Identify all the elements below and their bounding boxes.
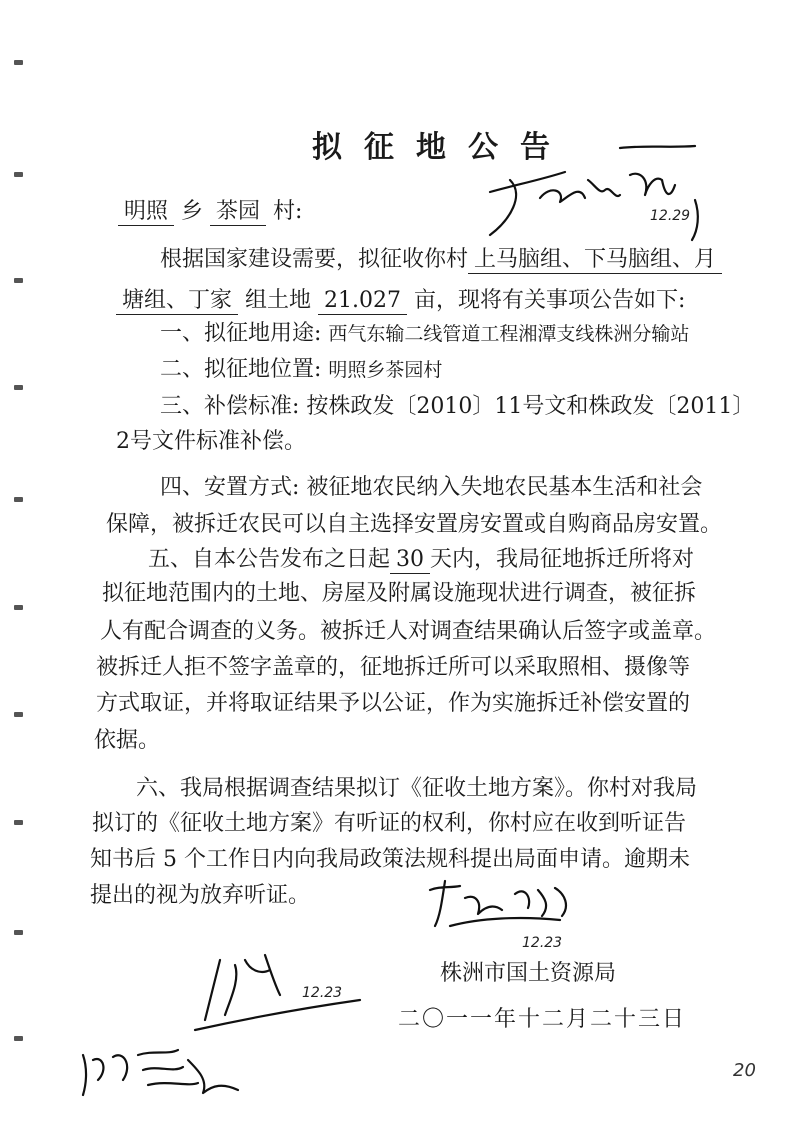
- intro-line-2: [116, 287, 685, 315]
- township-suffix: 乡: [181, 199, 204, 224]
- handwritten-signature-middle: [420, 876, 590, 950]
- item-6-line-2: 拟订的《征收土地方案》有听证的权利，你村应在收到听证告: [92, 811, 687, 836]
- village-suffix: 村:: [273, 199, 303, 224]
- binding-hole: [14, 278, 23, 283]
- item-1-label: 一、拟征地用途:: [160, 321, 322, 346]
- handwritten-signature-left: [190, 940, 370, 1039]
- item-1: [160, 320, 689, 348]
- item-5-text-1: 五、自本公告发布之日起: [148, 547, 391, 572]
- item-6-line-1: 六、我局根据调查结果拟订《征收土地方案》。你村对我局: [136, 776, 698, 801]
- intro-text-1: 根据国家建设需要，拟征收你村: [160, 247, 469, 272]
- handwritten-signature-top: [470, 140, 710, 244]
- page-title: 拟征地公告: [312, 130, 572, 165]
- item-5-line-3: 人有配合调查的义务。被拆迁人对调查结果确认后签字或盖章。: [100, 619, 717, 644]
- issue-date: 二〇一一年十二月二十三日: [398, 1007, 687, 1032]
- item-2-label: 二、拟征地位置:: [160, 357, 322, 382]
- item-2: [160, 356, 442, 384]
- item-6-line-4: 提出的视为放弃听证。: [90, 883, 311, 908]
- binding-hole: [14, 930, 23, 935]
- binding-holes: [14, 0, 26, 1128]
- intro-line-1: [160, 246, 722, 274]
- handwritten-date-left: 12.23: [302, 985, 343, 1001]
- item-2-value: 明照乡茶园村: [328, 359, 443, 381]
- village-groups-1: 上马脑组、下马脑组、月: [468, 247, 722, 274]
- item-1-value: 西气东输二线管道工程湘潭支线株洲分输站: [328, 323, 690, 345]
- binding-hole: [14, 820, 23, 825]
- item-5-line-6: 依据。: [94, 728, 161, 753]
- village-name: 茶园: [210, 199, 266, 226]
- intro-text-2: 组土地: [245, 288, 312, 313]
- item-4-line-2: 保障，被拆迁农民可以自主选择安置房安置或自购商品房安置。: [106, 512, 723, 537]
- binding-hole: [14, 385, 23, 390]
- binding-hole: [14, 605, 23, 610]
- township-name: 明照: [118, 199, 174, 226]
- item-3-line-1: 三、补偿标准: 按株政发〔2010〕11号文和株政发〔2011〕: [160, 394, 755, 419]
- item-5-line-2: 拟征地范围内的土地、房屋及附属设施现状进行调查，被征拆: [102, 581, 697, 606]
- intro-text-3: 亩，现将有关事项公告如下:: [414, 288, 686, 313]
- page-number: 20: [733, 1060, 756, 1081]
- binding-hole: [14, 172, 23, 177]
- binding-hole: [14, 60, 23, 65]
- item-5-line-5: 方式取证，并将取证结果予以公证，作为实施拆迁补偿安置的: [96, 691, 691, 716]
- handwritten-date-middle: 12.23: [522, 935, 563, 951]
- item-6-line-3: 知书后 5 个工作日内向我局政策法规科提出局面申请。逾期未: [90, 847, 690, 872]
- item-4-line-1: 四、安置方式: 被征地农民纳入失地农民基本生活和社会: [160, 475, 703, 500]
- item-5-days: 30: [390, 547, 430, 574]
- binding-hole: [14, 1036, 23, 1041]
- issuing-authority: 株洲市国土资源局: [440, 961, 617, 986]
- addressee-line: [118, 198, 302, 226]
- item-5-line-1: [148, 546, 694, 574]
- binding-hole: [14, 712, 23, 717]
- item-5-line-4: 被拆迁人拒不签字盖章的，征地拆迁所可以采取照相、摄像等: [96, 655, 691, 680]
- item-3-line-2: 2号文件标准补偿。: [116, 429, 306, 454]
- village-groups-2: 塘组、丁家: [116, 288, 238, 315]
- handwritten-signature-bottom: [78, 1035, 248, 1114]
- binding-hole: [14, 497, 23, 502]
- land-area: 21.027: [318, 288, 407, 315]
- handwritten-date-top: 12.29: [650, 208, 691, 224]
- item-5-text-2: 天内，我局征地拆迁所将对: [430, 547, 695, 572]
